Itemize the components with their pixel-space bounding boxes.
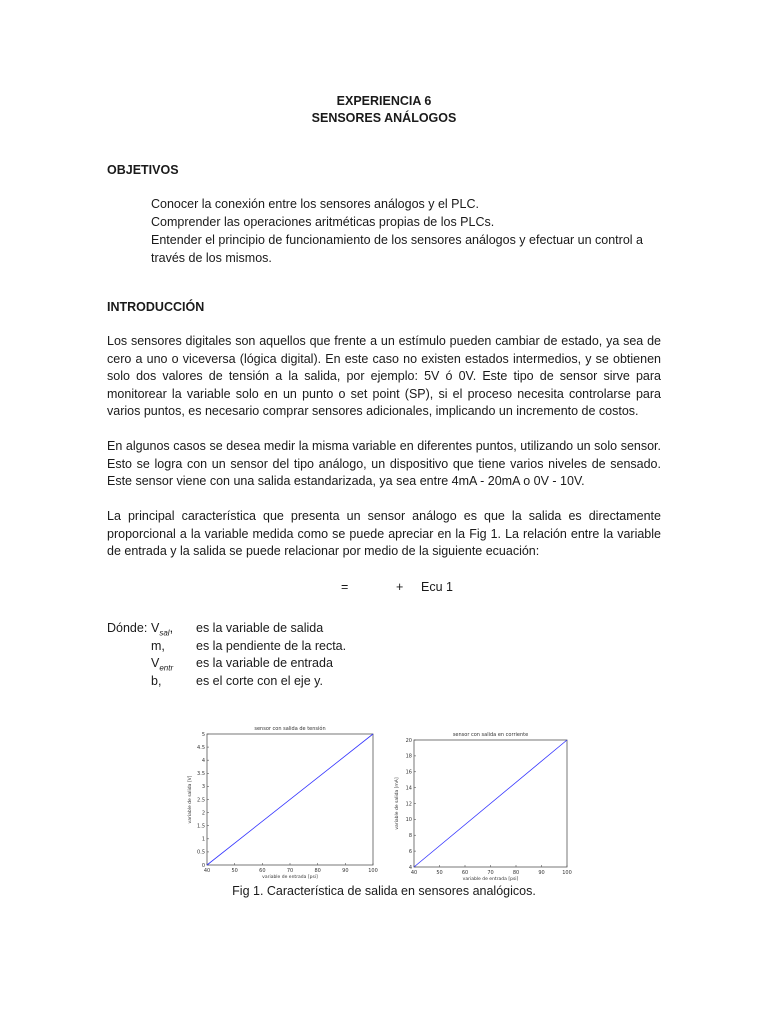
x-tick-label: 80 xyxy=(512,870,520,876)
paragraph-1: Los sensores digitales son aquellos que frente a un estímulo pueden cambiar de estado, ya sea de cero a uno o viceversa (lógica digital). En este caso no existen estados intermedios, y se obtienen solo dos valores de tensión a la salida, por ejemplo: 5V ó 0V. Este tipo de sensor sirve para monitorear la variable solo en un punto o set point (SP), si el proceso necesita controlarse para varios puntos, es necesario comprar sensores adicionales, implicando un incremento de costos. xyxy=(107,334,661,418)
paragraph-2: En algunos casos se desea medir la misma variable en diferentes puntos, utilizando un solo sensor. Esto se logra con un sensor del tipo análogo, un dispositivo que tiene varios niveles de sensado. Este sensor viene con una salida estandarizada, ya sea entre 4mA - 20mA o 0V - 10V. xyxy=(107,439,661,488)
y-tick-label: 10 xyxy=(405,817,412,824)
x-tick-label: 90 xyxy=(538,870,545,876)
x-tick-label: 50 xyxy=(231,868,238,874)
paragraph-3: La principal característica que presenta un sensor análogo es que la salida es directamente proporcional a la variable medida como se puede apreciar en la Fig 1. La relación entre la variable de entrada y la salida se puede relacionar por medio de la siguiente ecuación: xyxy=(107,509,661,558)
chart-title: sensor con salida de tensión xyxy=(254,726,326,732)
definition-text: es la variable de entrada xyxy=(196,656,333,670)
definition-symbol: b, xyxy=(151,673,162,688)
chart-voltage xyxy=(180,720,380,885)
definition-text: es el corte con el eje y. xyxy=(196,673,323,688)
y-tick-label: 1.5 xyxy=(197,823,205,830)
x-tick-label: 50 xyxy=(436,870,443,876)
x-axis-label: variable de entrada [psi] xyxy=(462,877,519,882)
x-tick-label: 100 xyxy=(368,868,378,874)
y-tick-label: 3 xyxy=(201,784,205,791)
document-title-line1: EXPERIENCIA 6 xyxy=(336,94,432,108)
y-tick-label: 6 xyxy=(408,848,412,855)
x-tick-label: 100 xyxy=(562,870,572,876)
x-tick-label: 90 xyxy=(342,868,349,874)
x-tick-label: 80 xyxy=(314,868,321,874)
objective-item: Comprender las operaciones aritméticas propias de los PLCs. xyxy=(151,215,495,229)
y-tick-label: 3.5 xyxy=(197,771,205,778)
figure-caption: Fig 1. Característica de salida en sensores analógicos. xyxy=(232,884,536,898)
y-tick-label: 14 xyxy=(405,785,412,792)
definitions xyxy=(107,620,507,690)
y-tick-label: 2 xyxy=(201,810,205,817)
introduction-heading: INTRODUCCIÓN xyxy=(107,300,205,314)
equation-label: Ecu 1 xyxy=(421,580,453,594)
y-tick-label: 16 xyxy=(405,769,412,776)
x-tick-label: 70 xyxy=(286,868,294,874)
objective-item: Entender el principio de funcionamiento de los sensores análogos y efectuar un control a través de los mismos. xyxy=(151,233,643,265)
definition-symbol: m, xyxy=(151,638,165,653)
x-axis-label: variable de entrada [psi] xyxy=(262,875,318,880)
definition-text: es la pendiente de la recta. xyxy=(196,638,347,653)
y-tick-label: 12 xyxy=(405,801,412,808)
y-tick-label: 20 xyxy=(405,737,412,744)
x-tick-label: 40 xyxy=(203,868,211,874)
y-axis-label: variable de salida [mA] xyxy=(395,777,400,830)
equation-plus: + xyxy=(396,580,404,594)
y-tick-label: 4 xyxy=(408,864,412,871)
y-tick-label: 4 xyxy=(201,758,205,764)
definitions-prefix: Dónde: xyxy=(107,621,148,635)
y-tick-label: 18 xyxy=(405,753,412,760)
chart-current-svg xyxy=(386,720,584,882)
document-title-line2: SENSORES ANÁLOGOS xyxy=(311,111,457,125)
objectives-list xyxy=(151,195,663,267)
x-tick-label: 60 xyxy=(461,870,469,876)
x-tick-label: 40 xyxy=(410,870,418,876)
y-tick-label: 0.5 xyxy=(197,849,205,856)
equation-equals: = xyxy=(341,580,349,594)
definition-text: es la variable de salida xyxy=(196,621,324,635)
chart-voltage-svg xyxy=(180,720,380,882)
y-tick-label: 4.5 xyxy=(197,744,205,751)
y-tick-label: 1 xyxy=(201,836,205,843)
y-tick-label: 8 xyxy=(408,833,412,840)
x-tick-label: 60 xyxy=(259,868,266,874)
y-tick-label: 0 xyxy=(201,862,205,869)
definition-symbol: $V_{entr}$ xyxy=(151,656,174,673)
chart-current xyxy=(386,720,584,885)
objective-item: Conocer la conexión entre los sensores análogos y el PLC. xyxy=(151,197,479,211)
definition-symbol: $V_{sal}$, xyxy=(151,621,174,638)
objectives-heading: OBJETIVOS xyxy=(107,163,179,177)
x-tick-label: 70 xyxy=(487,870,494,876)
chart-title: sensor con salida en corriente xyxy=(452,732,529,738)
y-tick-label: 2.5 xyxy=(197,797,205,804)
y-tick-label: 5 xyxy=(201,731,205,738)
y-axis-label: variable de salida [V] xyxy=(188,775,193,824)
